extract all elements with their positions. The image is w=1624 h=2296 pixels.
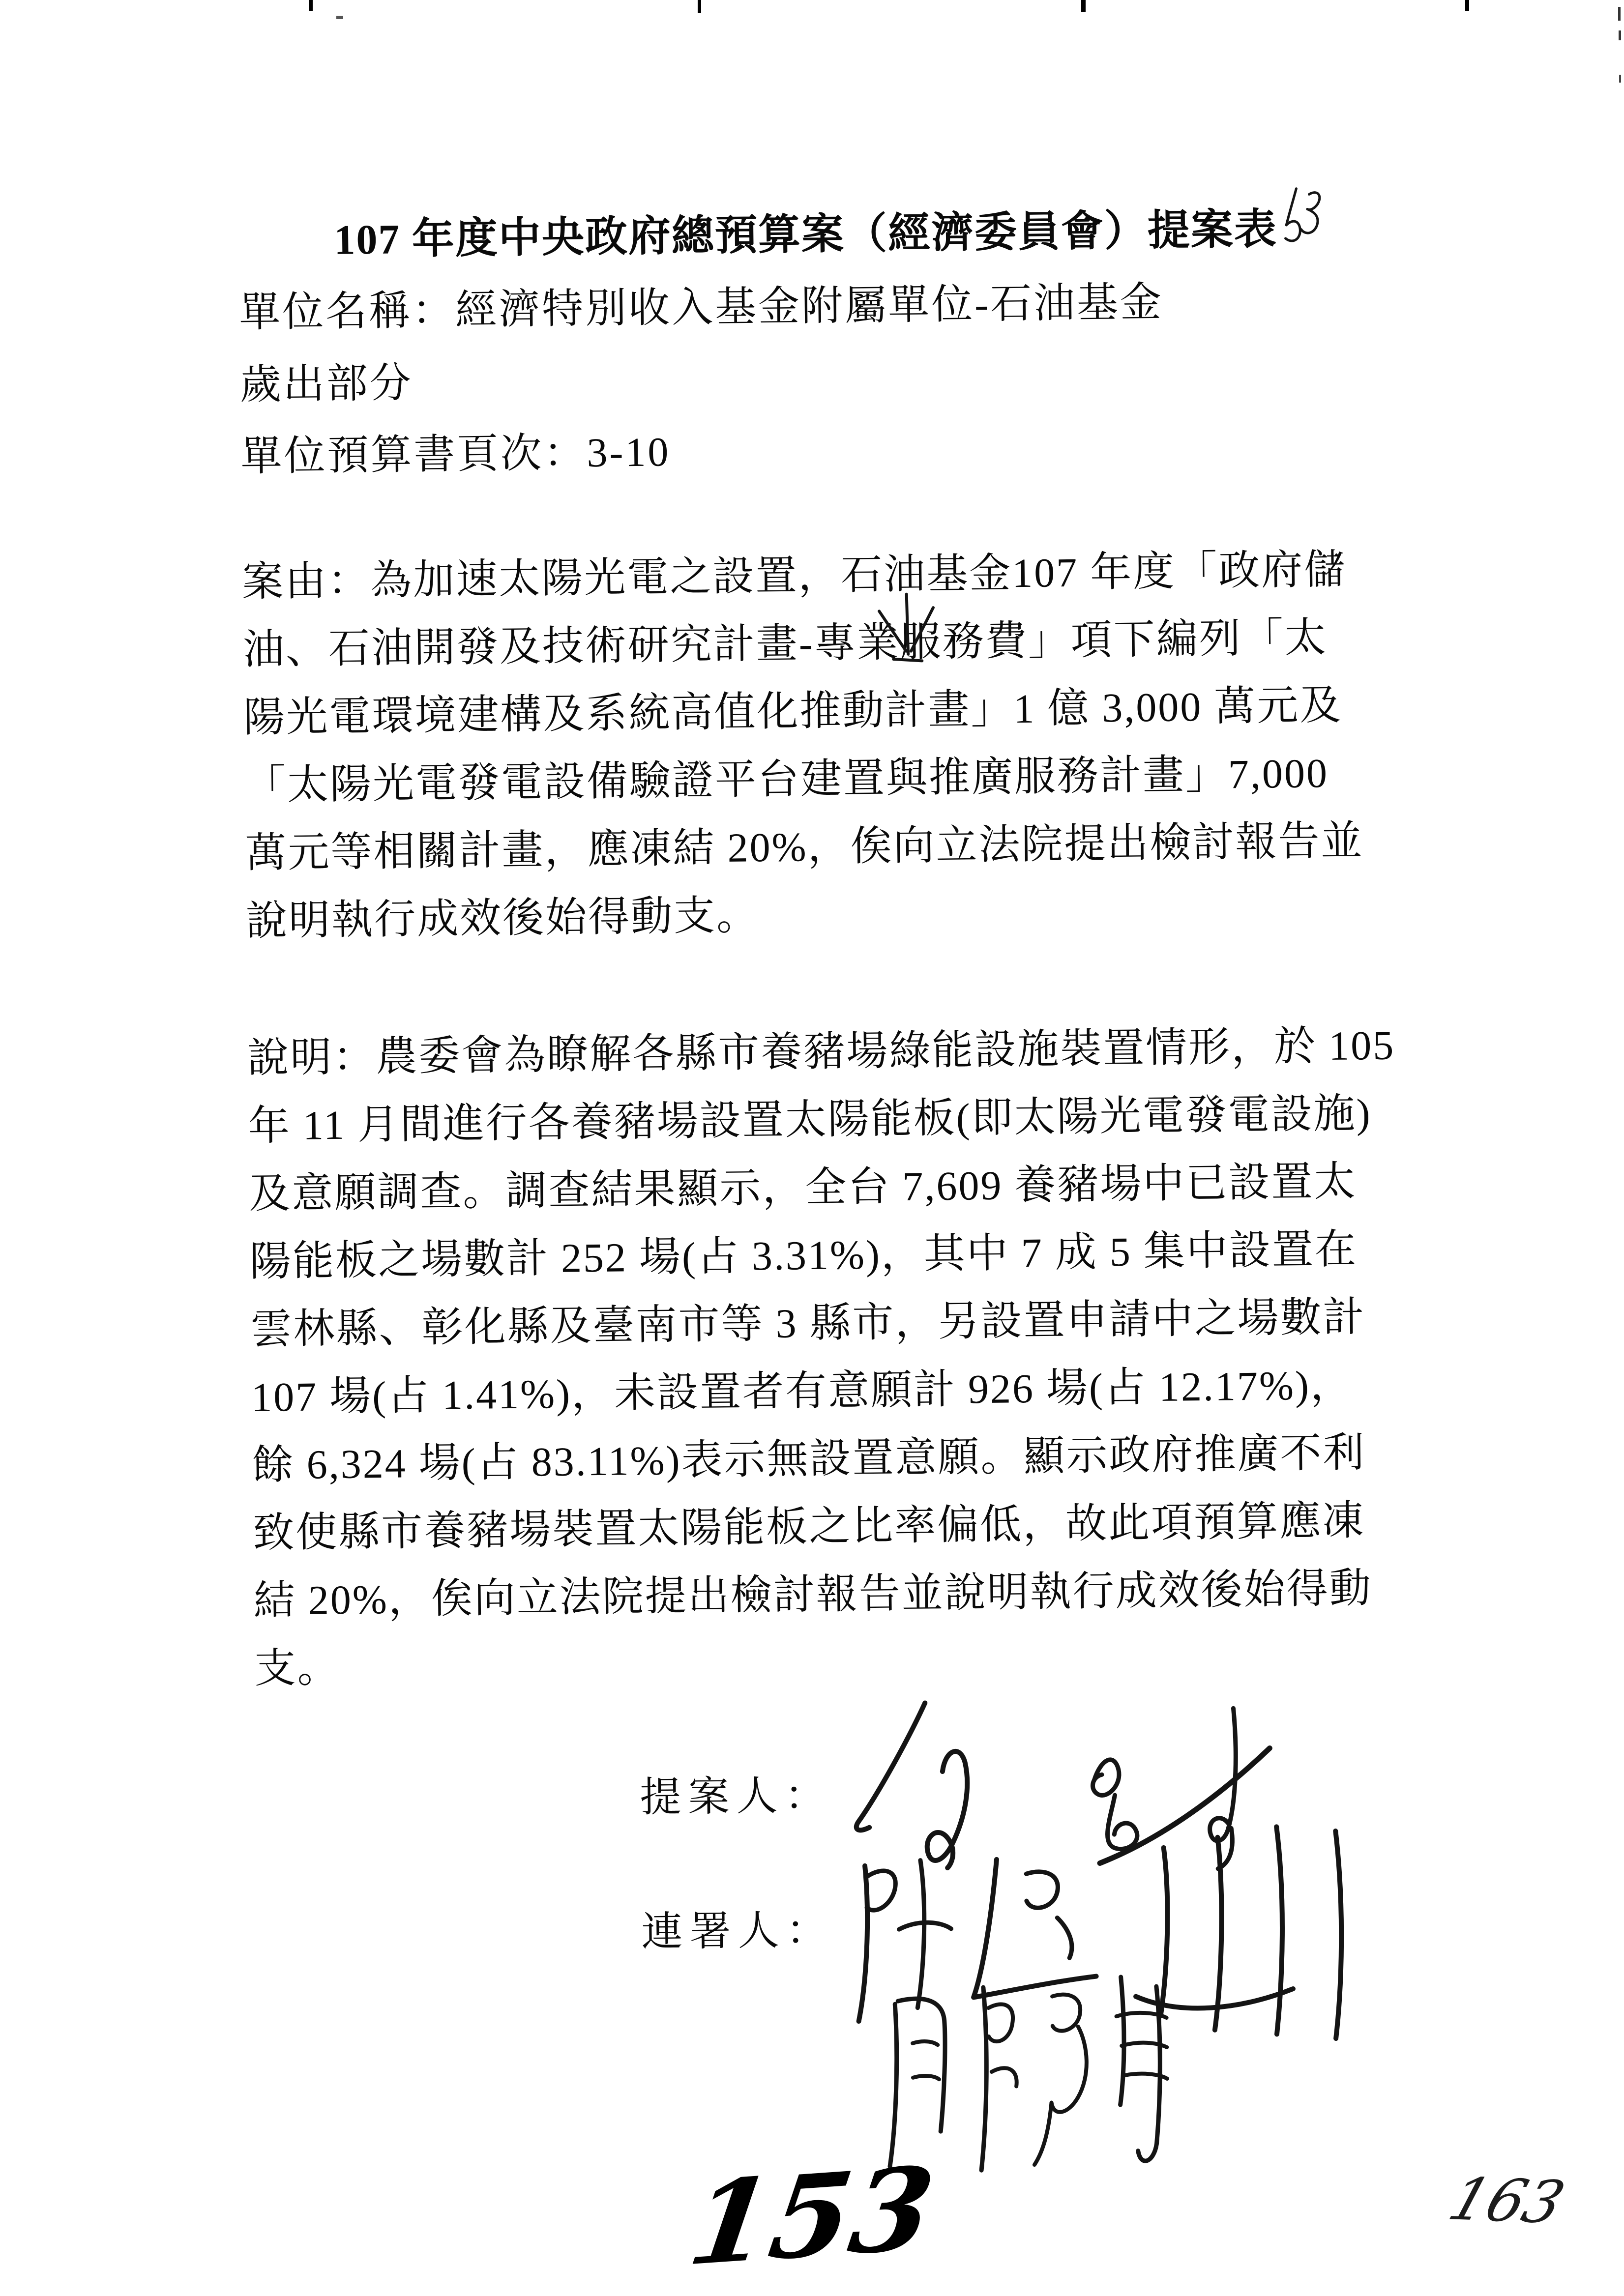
- explanation-line: 支。: [254, 1645, 340, 1692]
- proposer-label: 提案人：: [639, 1773, 833, 1821]
- case-line: 「太陽光電發電設備驗證平台建置與推廣服務計畫」7,000: [244, 751, 1329, 809]
- case-section: [242, 536, 1365, 956]
- case-line: 油、石油開發及技術研究計畫-專業服務費」項下編列「太: [242, 615, 1328, 673]
- explanation-line: 及意願調查。調查結果顯示，全台 7,609 養豬場中已設置太: [248, 1159, 1357, 1217]
- budget-page-ref-line: 單位預算書頁次：3-10: [240, 429, 671, 480]
- case-line: 陽光電環境建構及系統高值化推動計畫」1 億 3,000 萬元及: [243, 682, 1343, 741]
- proposer-signature: [855, 1699, 1271, 1873]
- explanation-line: 107 場(占 1.41%)，未設置者有意願計 926 場(占 12.17%)，: [251, 1362, 1354, 1421]
- explanation-section: [247, 1012, 1403, 1703]
- unit-name-line: 單位名稱：經濟特別收入基金附屬單位-石油基金: [238, 279, 1164, 336]
- explanation-line: 餘 6,324 場(占 83.11%)表示無設置意願。顯示政府推廣不利: [252, 1430, 1366, 1488]
- explanation-line: 致使縣市養豬場裝置太陽能板之比率偏低，故此項預算應凍: [252, 1498, 1365, 1556]
- pen-scribble-correction: [868, 591, 943, 670]
- budget-part-line: 歲出部分: [239, 360, 413, 408]
- cosigner-label: 連署人：: [641, 1907, 835, 1956]
- explanation-line: 雲林縣、彰化縣及臺南市等 3 縣市，另設置申請中之場數計: [250, 1294, 1366, 1353]
- handwritten-page-number-163: 163: [1441, 2165, 1573, 2237]
- handwritten-page-number-153: 153: [681, 2141, 942, 2292]
- scan-artifact-edge-dash: [1619, 75, 1621, 83]
- case-line: 說明執行成效後始得動支。: [245, 893, 760, 945]
- explanation-line: 說明：農委會為瞭解各縣市養豬場綠能設施裝置情形，於 105: [247, 1022, 1395, 1082]
- page-title: 107 年度中央政府總預算案（經濟委員會）提案表: [333, 205, 1278, 263]
- scan-artifact-edge-dash: [1618, 7, 1621, 21]
- signature-area: [817, 1649, 1388, 2196]
- case-line: 萬元等相關計畫，應凍結 20%，俟向立法院提出檢討報告並: [245, 818, 1364, 877]
- explanation-line: 陽能板之場數計 252 場(占 3.31%)，其中 7 成 5 集中設置在: [249, 1226, 1358, 1285]
- case-line: 案由：為加速太陽光電之設置，石油基金107 年度「政府儲: [241, 547, 1347, 606]
- scan-artifact-edge-dash: [1619, 30, 1621, 40]
- explanation-line: 結 20%，俟向立法院提出檢討報告並說明執行成效後始得動: [253, 1566, 1373, 1624]
- explanation-line: 年 11 月間進行各養豬場設置太陽能板(即太陽光電發電設施): [248, 1091, 1372, 1149]
- handwritten-number-53: [1278, 184, 1328, 249]
